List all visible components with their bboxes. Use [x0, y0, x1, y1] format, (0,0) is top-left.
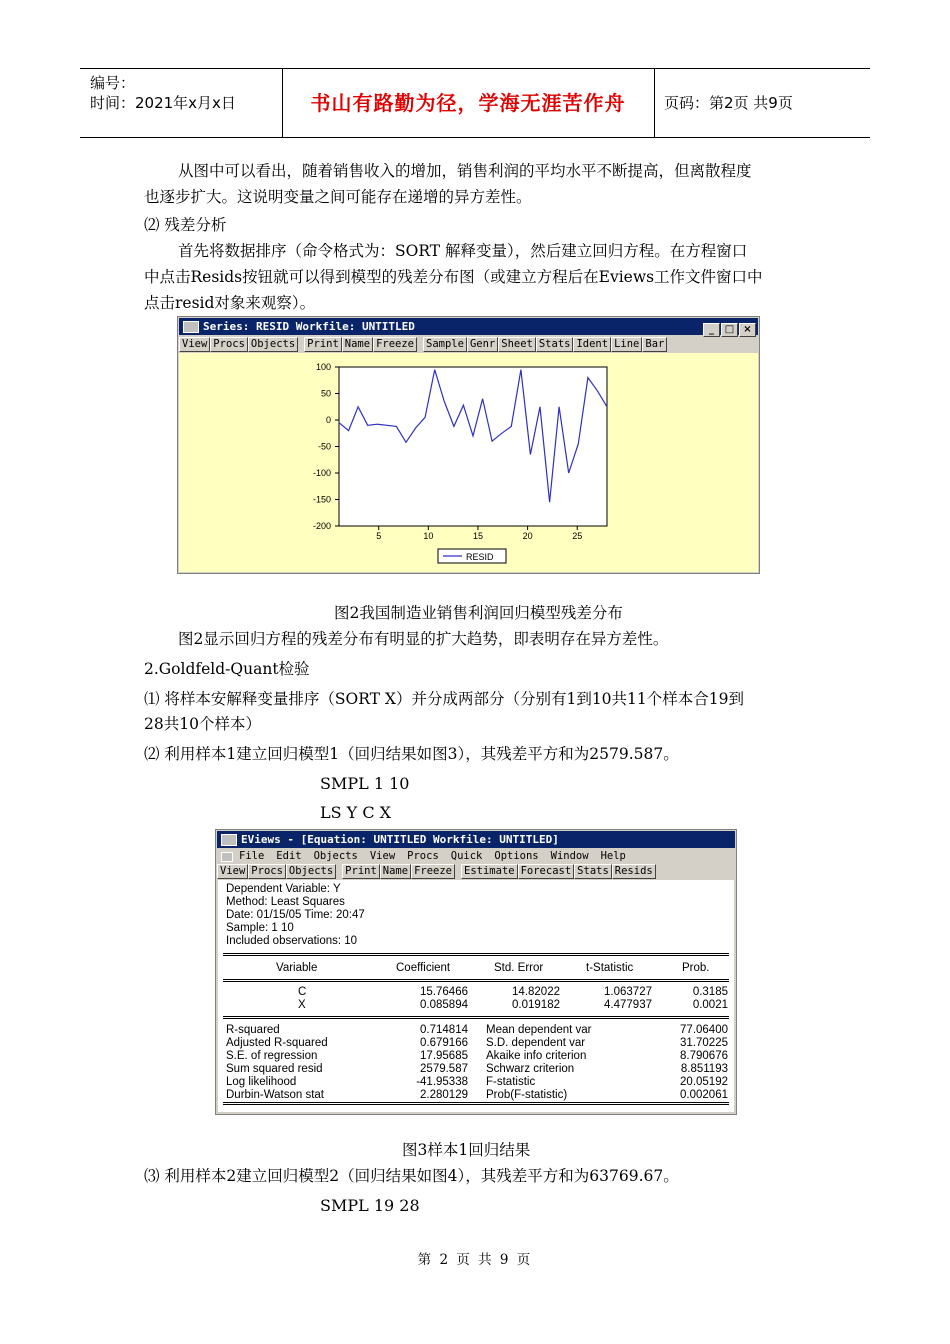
col-header-coefficient: Coefficient: [396, 962, 451, 974]
command-line: SMPL 1 10: [320, 774, 410, 793]
paragraph-line: ⑵ 利用样本1建立回归模型1（回归结果如图3），其残差平方和为2579.587。: [144, 745, 679, 763]
doc-icon: [221, 852, 233, 862]
sample: Sample: 1 10: [226, 922, 294, 934]
stat-label: Sum squared resid: [226, 1063, 323, 1075]
paragraph-line: 图2显示回归方程的残差分布有明显的扩大趋势，即表明存在异方差性。: [178, 630, 669, 648]
stat-value: 2.280129: [420, 1089, 468, 1101]
menu-item-procs[interactable]: Procs: [407, 850, 439, 862]
toolbar-button-print[interactable]: Print: [304, 337, 342, 352]
paragraph-line: 中点击Resids按钮就可以得到模型的残差分布图（或建立方程后在Eviews工作文件窗口中: [144, 268, 763, 286]
paragraph-line: 首先将数据排序（命令格式为：SORT 解释变量），然后建立回归方程。在方程窗口: [178, 242, 748, 260]
page-footer: 第 2 页 共 9 页: [417, 1252, 533, 1268]
toolbar-button-stats[interactable]: Stats: [574, 864, 612, 879]
page-label: 页码：第2页 共9页: [664, 94, 793, 112]
stat-value: 8.851193: [680, 1063, 728, 1075]
toolbar-button-name[interactable]: Name: [380, 864, 411, 879]
stat-value: 0.679166: [420, 1037, 468, 1049]
stat-value: 31.70225: [680, 1037, 728, 1049]
stat-label: Log likelihood: [226, 1076, 297, 1088]
coef-cell: 4.477937: [604, 999, 652, 1011]
paragraph-line: 也逐步扩大。这说明变量之间可能存在递增的异方差性。: [144, 188, 532, 206]
toolbar-button-print[interactable]: Print: [342, 864, 380, 879]
method: Method: Least Squares: [226, 896, 345, 908]
stat-value: -41.95338: [416, 1076, 468, 1088]
divider: [223, 1104, 729, 1105]
divider: [223, 979, 729, 980]
header-meta-cell: [80, 69, 283, 137]
divider: [223, 1102, 729, 1103]
menu-item-file[interactable]: File: [239, 850, 265, 862]
toolbar-button-name[interactable]: Name: [342, 337, 373, 352]
y-tick-label: 100: [315, 362, 331, 372]
coef-cell: 0.3185: [692, 986, 728, 998]
menu-item-help[interactable]: Help: [600, 850, 626, 862]
minimize-button[interactable]: _: [703, 323, 720, 337]
section-heading: 2.Goldfeld-Quant检验: [144, 660, 310, 678]
stat-value: 0.714814: [420, 1024, 468, 1036]
figure-caption: 图2我国制造业销售利润回归模型残差分布: [334, 604, 623, 622]
variable-name: X: [298, 999, 306, 1011]
stat-label: Schwarz criterion: [486, 1063, 575, 1075]
divider: [223, 1018, 729, 1019]
menu-item-options[interactable]: Options: [494, 850, 539, 862]
coef-cell: 0.019182: [512, 999, 560, 1011]
y-tick-label: -200: [312, 521, 331, 531]
stat-value: 77.06400: [680, 1024, 728, 1036]
col-header-variable: Variable: [276, 962, 318, 974]
menu-item-edit[interactable]: Edit: [276, 850, 302, 862]
paragraph-line: ⑴ 将样本安解释变量排序（SORT X）并分成两部分（分别有1到10共11个样本合19到: [144, 690, 744, 708]
time-label: 时间：2021年x月x日: [90, 94, 236, 112]
stat-label: Durbin-Watson stat: [226, 1089, 324, 1101]
paragraph-line: 点击resid对象来观察）。: [144, 294, 316, 312]
toolbar-button-view[interactable]: View: [179, 337, 210, 352]
toolbar-button-sample[interactable]: Sample: [423, 337, 467, 352]
plot-frame: [339, 367, 607, 526]
divider: [223, 953, 729, 954]
toolbar-button-resids[interactable]: Resids: [612, 864, 656, 879]
coef-cell: 0.0021: [692, 999, 728, 1011]
toolbar-button-procs[interactable]: Procs: [210, 337, 248, 352]
col-header-t-statistic: t-Statistic: [586, 962, 634, 974]
y-tick-label: 0: [325, 415, 331, 425]
close-button[interactable]: ×: [739, 323, 756, 337]
menu-item-quick[interactable]: Quick: [450, 850, 483, 862]
equation-title: EViews - [Equation: UNTITLED Workfile: UNTITLED]: [241, 833, 559, 846]
stat-label: F-statistic: [486, 1076, 536, 1088]
stat-label: Adjusted R-squared: [226, 1037, 328, 1049]
eviews-icon: [221, 834, 237, 846]
resid-chart: [179, 353, 758, 572]
series-window: [177, 316, 760, 574]
menu-item-view[interactable]: View: [369, 850, 396, 862]
toolbar-button-stats[interactable]: Stats: [536, 337, 574, 352]
stat-value: 2579.587: [420, 1063, 468, 1075]
x-tick-label: 15: [472, 531, 483, 541]
toolbar-button-line[interactable]: Line: [611, 337, 642, 352]
coef-cell: 15.76466: [420, 986, 468, 998]
toolbar-button-objects[interactable]: Objects: [248, 337, 298, 352]
stat-label: R-squared: [226, 1024, 280, 1036]
stat-label: Prob(F-statistic): [486, 1089, 568, 1101]
divider: [223, 1016, 729, 1017]
paragraph-line: 28共10个样本）: [144, 715, 261, 733]
divider: [223, 981, 729, 982]
y-tick-label: -50: [317, 441, 331, 452]
observations: Included observations: 10: [226, 935, 358, 947]
col-header-prob: Prob.: [682, 962, 710, 974]
x-tick-label: 20: [522, 531, 533, 541]
stat-value: 17.95685: [420, 1050, 468, 1062]
stat-label: S.D. dependent var: [486, 1037, 586, 1049]
menu-bar: [217, 848, 735, 864]
x-tick-label: 25: [572, 531, 583, 541]
series-title: Series: RESID Workfile: UNTITLED: [203, 320, 415, 333]
section-heading: ⑵ 残差分析: [144, 216, 227, 234]
toolbar-button-forecast[interactable]: Forecast: [518, 864, 575, 879]
y-tick-label: 50: [320, 388, 331, 399]
equation-output: [218, 880, 734, 1112]
col-header-std-error: Std. Error: [494, 962, 544, 974]
series-titlebar: [179, 318, 758, 335]
toolbar-button-genr[interactable]: Genr: [467, 337, 498, 352]
stat-label: S.E. of regression: [226, 1050, 318, 1062]
x-tick-label: 10: [423, 531, 434, 541]
stat-label: Mean dependent var: [486, 1024, 592, 1036]
coef-cell: 0.085894: [420, 999, 468, 1011]
page-header: [80, 68, 870, 138]
y-tick-label: -150: [312, 494, 331, 505]
x-tick-label: 5: [376, 531, 382, 541]
maximize-button[interactable]: □: [721, 323, 738, 337]
coef-cell: 14.82022: [512, 986, 560, 998]
toolbar-button-bar[interactable]: Bar: [642, 337, 667, 352]
series-toolbar: [179, 336, 758, 352]
number-label: 编号：: [90, 74, 136, 92]
motto: 书山有路勤为径，学海无涯苦作舟: [282, 69, 655, 137]
window-controls: [702, 320, 756, 333]
figure-caption: 图3样本1回归结果: [402, 1141, 531, 1159]
resid-plot-area: [179, 353, 758, 572]
stat-value: 8.790676: [680, 1050, 728, 1062]
toolbar-button-estimate[interactable]: Estimate: [461, 864, 518, 879]
paragraph-line: 从图中可以看出，随着销售收入的增加，销售利润的平均水平不断提高，但离散程度: [178, 162, 752, 180]
divider: [223, 955, 729, 956]
window-icon: [183, 321, 199, 333]
coef-cell: 1.063727: [604, 986, 652, 998]
toolbar-button-objects[interactable]: Objects: [286, 864, 336, 879]
menu-item-window[interactable]: Window: [550, 850, 589, 862]
date-time: Date: 01/15/05 Time: 20:47: [226, 909, 365, 921]
menu-item-objects[interactable]: Objects: [313, 850, 358, 862]
command-line: SMPL 19 28: [320, 1196, 420, 1215]
header-page-cell: [654, 69, 870, 137]
toolbar-button-freeze[interactable]: Freeze: [373, 337, 417, 352]
variable-name: C: [298, 986, 307, 998]
dependent-variable: Dependent Variable: Y: [226, 883, 341, 895]
equation-titlebar: [217, 831, 735, 848]
paragraph-line: ⑶ 利用样本2建立回归模型2（回归结果如图4），其残差平方和为63769.67。: [144, 1167, 679, 1185]
y-tick-label: -100: [312, 468, 331, 478]
toolbar-button-procs[interactable]: Procs: [248, 864, 286, 879]
legend-label: RESID: [466, 552, 494, 562]
toolbar-button-sheet[interactable]: Sheet: [498, 337, 536, 352]
command-line: LS Y C X: [320, 803, 392, 822]
toolbar-button-view[interactable]: View: [217, 864, 248, 879]
equation-toolbar: [217, 863, 735, 879]
equation-window: [215, 829, 737, 1115]
stat-value: 20.05192: [680, 1076, 728, 1088]
toolbar-button-freeze[interactable]: Freeze: [411, 864, 455, 879]
stat-label: Akaike info criterion: [486, 1050, 587, 1062]
stat-value: 0.002061: [680, 1089, 728, 1101]
toolbar-button-ident[interactable]: Ident: [573, 337, 611, 352]
